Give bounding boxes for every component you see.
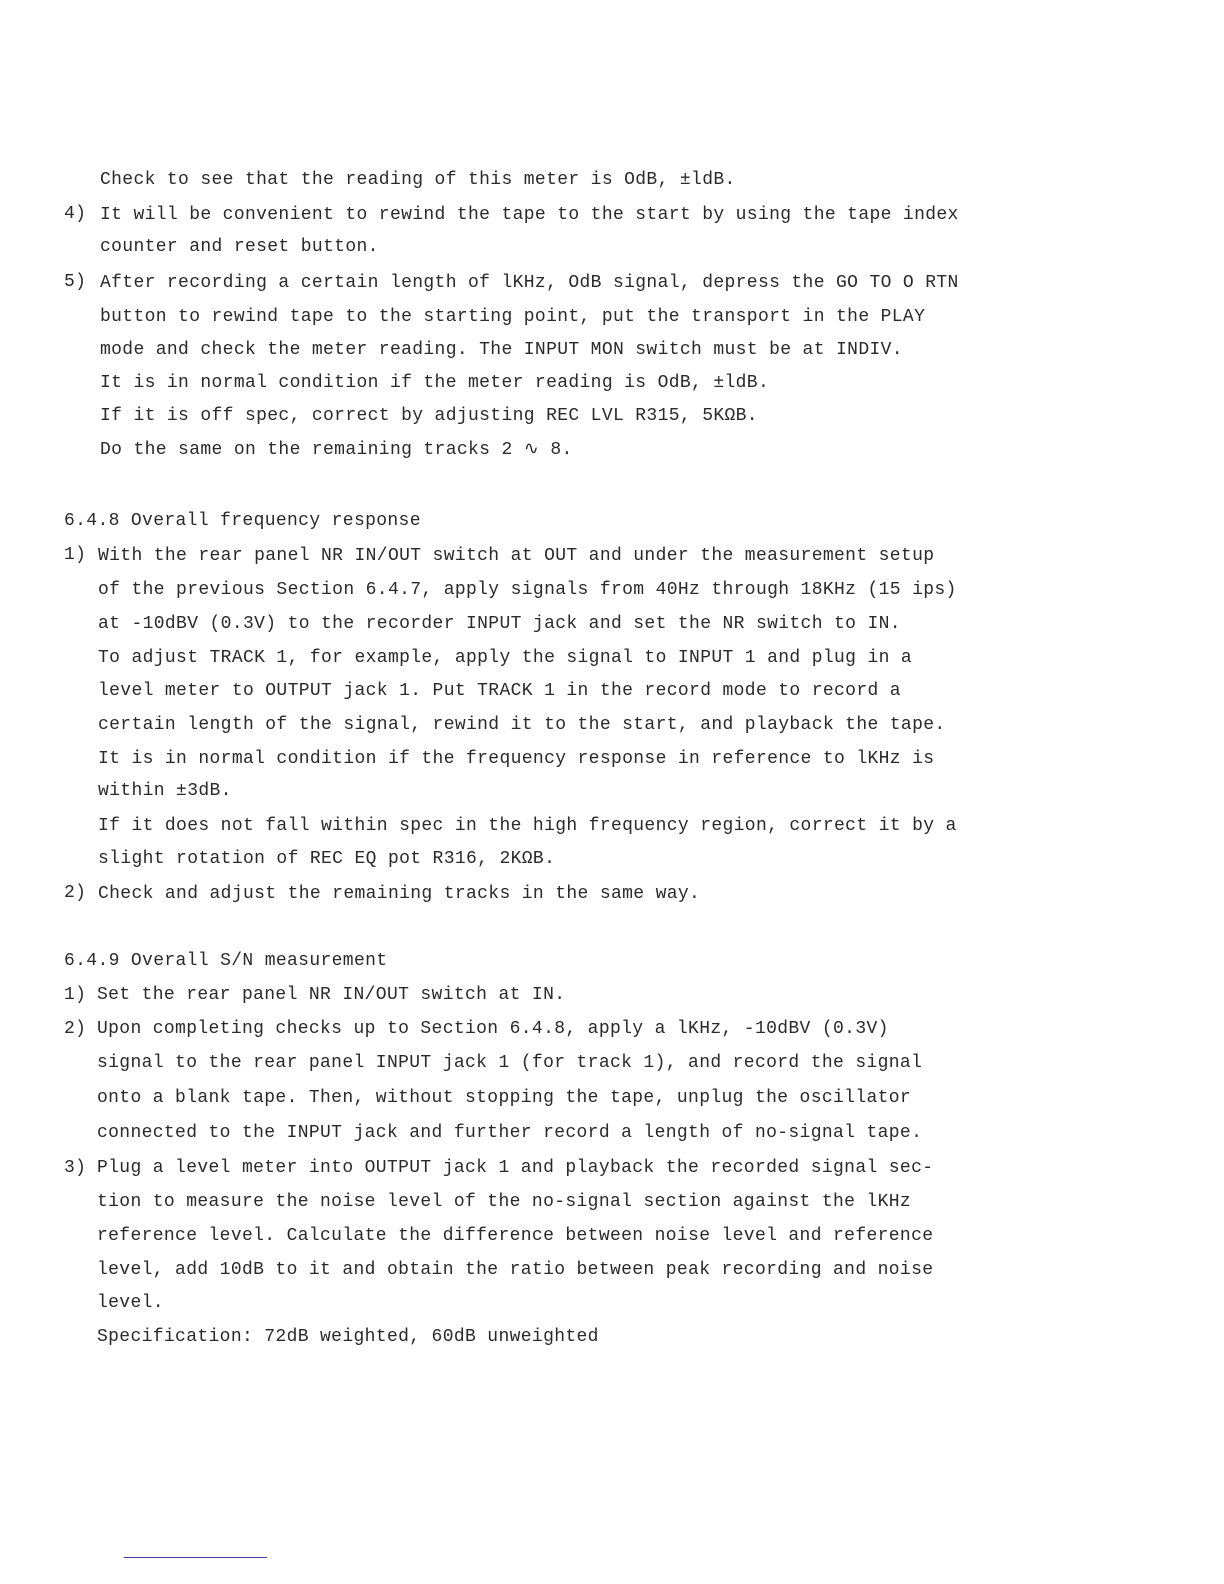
- s649-item-2-line: connected to the INPUT jack and further record a length of no-signal tape.: [97, 1123, 923, 1143]
- footer-rule: [124, 1557, 267, 1558]
- s648-item-1-line: To adjust TRACK 1, for example, apply the signal to INPUT 1 and plug in a: [98, 648, 913, 668]
- step-4-number: 4): [64, 204, 87, 224]
- step-4-line: counter and reset button.: [100, 237, 379, 257]
- s649-item-3-line: level, add 10dB to it and obtain the ratio between peak recording and noise: [97, 1260, 934, 1280]
- step-5-line: Do the same on the remaining tracks 2 ∿ 8.: [100, 440, 573, 460]
- s648-item-2-number: 2): [64, 883, 87, 903]
- s648-item-1-line: at -10dBV (0.3V) to the recorder INPUT jack and set the NR switch to IN.: [98, 614, 901, 634]
- step-5-line: It is in normal condition if the meter reading is OdB, ±ldB.: [100, 373, 770, 393]
- s649-item-3-line: tion to measure the noise level of the no-signal section against the lKHz: [97, 1192, 912, 1212]
- s648-item-1-line: of the previous Section 6.4.7, apply signals from 40Hz through 18KHz (15 ips): [98, 580, 957, 600]
- step-4-line: It will be convenient to rewind the tape to the start by using the tape index: [100, 205, 959, 225]
- specification-line: Specification: 72dB weighted, 60dB unweighted: [97, 1327, 599, 1347]
- s649-item-1-number: 1): [64, 985, 87, 1005]
- s648-item-1-line: It is in normal condition if the frequency response in reference to lKHz is: [98, 749, 935, 769]
- s649-item-3-number: 3): [64, 1158, 87, 1178]
- intro-text: Check to see that the reading of this meter is OdB, ±ldB.: [100, 170, 736, 190]
- step-5-line: If it is off spec, correct by adjusting REC LVL R315, 5KΩB.: [100, 406, 758, 426]
- s648-item-1-line: level meter to OUTPUT jack 1. Put TRACK 1 in the record mode to record a: [98, 681, 901, 701]
- s649-item-2-line: Upon completing checks up to Section 6.4.8, apply a lKHz, -10dBV (0.3V): [97, 1019, 889, 1039]
- s649-item-3-line: reference level. Calculate the difference between noise level and reference: [97, 1226, 934, 1246]
- step-5-line: button to rewind tape to the starting point, put the transport in the PLAY: [100, 307, 926, 327]
- s649-item-1-line: Set the rear panel NR IN/OUT switch at IN.: [97, 985, 566, 1005]
- step-5-line: mode and check the meter reading. The INPUT MON switch must be at INDIV.: [100, 340, 903, 360]
- s648-item-1-number: 1): [64, 545, 87, 565]
- section-6-4-9-heading: 6.4.9 Overall S/N measurement: [64, 951, 388, 971]
- s649-item-2-line: signal to the rear panel INPUT jack 1 (for track 1), and record the signal: [97, 1053, 923, 1073]
- s649-item-3-line: Plug a level meter into OUTPUT jack 1 and playback the recorded signal sec-: [97, 1158, 934, 1178]
- s648-item-1-line: slight rotation of REC EQ pot R316, 2KΩB.: [98, 849, 556, 869]
- s649-item-3-line: level.: [97, 1293, 164, 1313]
- step-5-number: 5): [64, 272, 87, 292]
- s648-item-2-line: Check and adjust the remaining tracks in the same way.: [98, 884, 701, 904]
- s648-item-1-line: If it does not fall within spec in the high frequency region, correct it by a: [98, 816, 957, 836]
- s649-item-2-number: 2): [64, 1019, 87, 1039]
- section-6-4-8-heading: 6.4.8 Overall frequency response: [64, 511, 421, 531]
- s648-item-1-line: certain length of the signal, rewind it to the start, and playback the tape.: [98, 715, 946, 735]
- step-5-line: After recording a certain length of lKHz, OdB signal, depress the GO TO O RTN: [100, 273, 959, 293]
- s648-item-1-line: within ±3dB.: [98, 781, 232, 801]
- s649-item-2-line: onto a blank tape. Then, without stopping the tape, unplug the oscillator: [97, 1088, 912, 1108]
- s648-item-1-line: With the rear panel NR IN/OUT switch at OUT and under the measurement setup: [98, 546, 935, 566]
